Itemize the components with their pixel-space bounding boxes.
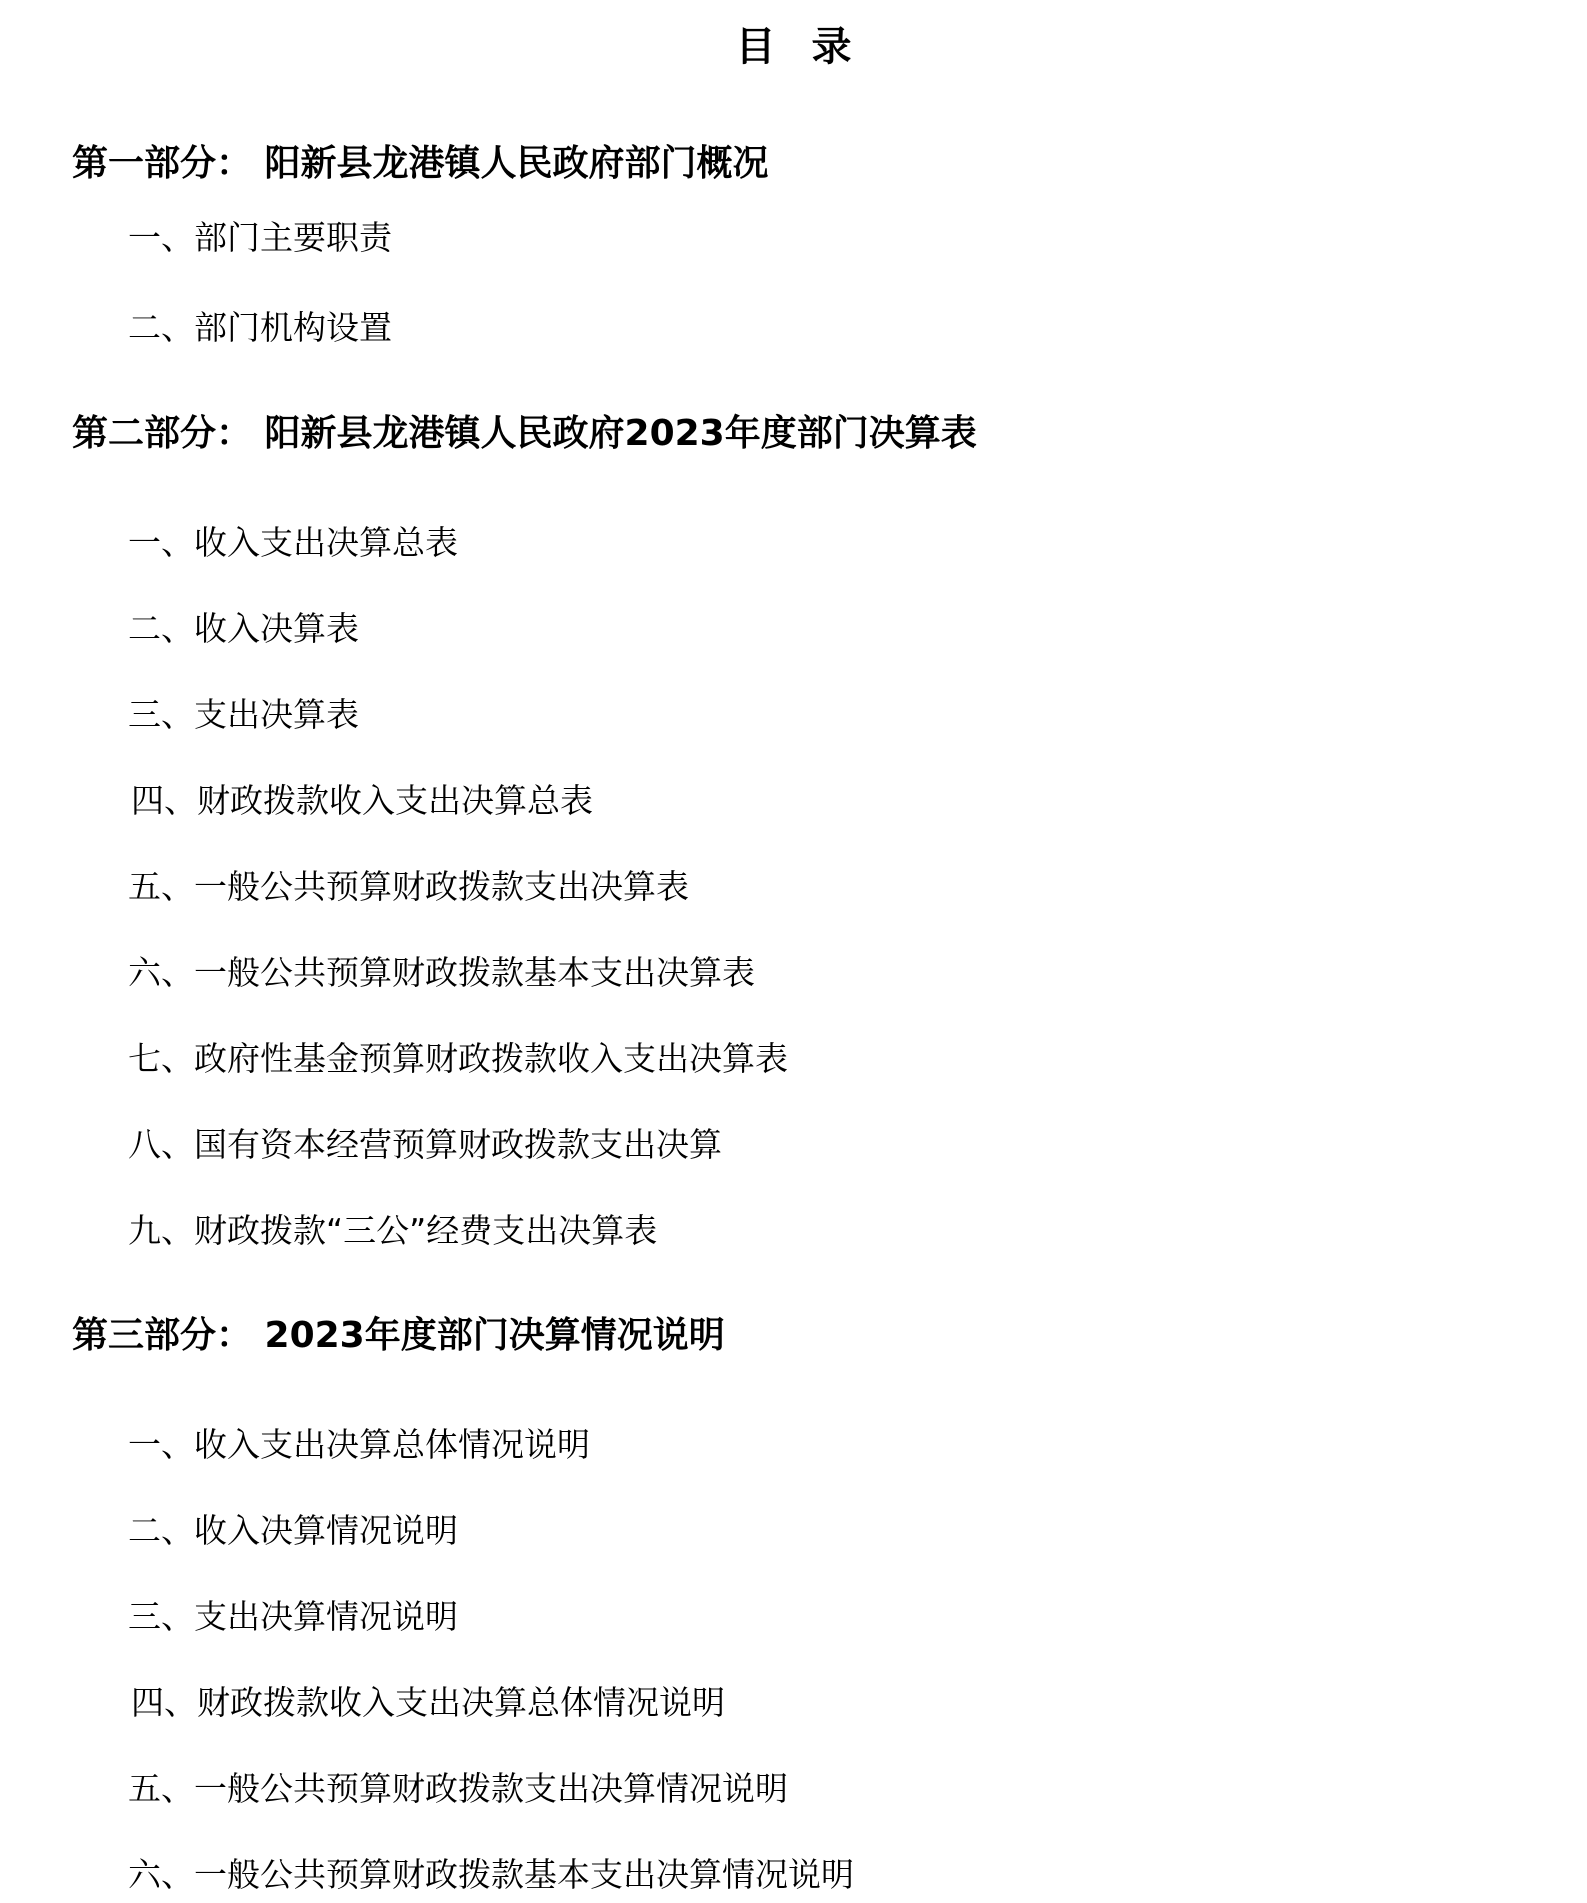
page-title: 目录 <box>735 24 888 70</box>
toc-item: 二、收入决算情况说明 <box>128 1511 458 1550</box>
toc-item: 七、政府性基金预算财政拨款收入支出决算表 <box>128 1039 788 1078</box>
toc-item: 三、支出决算情况说明 <box>128 1597 458 1636</box>
toc-item: 六、一般公共预算财政拨款基本支出决算表 <box>128 953 755 992</box>
toc-item: 六、一般公共预算财政拨款基本支出决算情况说明 <box>128 1855 854 1894</box>
toc-item: 五、一般公共预算财政拨款支出决算情况说明 <box>128 1769 788 1808</box>
toc-item: 一、部门主要职责 <box>128 218 392 257</box>
toc-item: 二、部门机构设置 <box>128 308 392 347</box>
toc-item: 八、国有资本经营预算财政拨款支出决算 <box>128 1125 722 1164</box>
toc-item: 四、财政拨款收入支出决算总体情况说明 <box>131 1683 725 1722</box>
toc-item: 四、财政拨款收入支出决算总表 <box>131 781 593 820</box>
toc-item: 三、支出决算表 <box>128 695 359 734</box>
part-1-heading: 第一部分： 阳新县龙港镇人民政府部门概况 <box>72 143 769 184</box>
toc-item: 一、收入支出决算总表 <box>128 523 458 562</box>
toc-item: 九、财政拨款“三公”经费支出决算表 <box>128 1211 658 1250</box>
part-3-heading: 第三部分： 2023年度部门决算情况说明 <box>72 1315 725 1356</box>
part-2-heading: 第二部分： 阳新县龙港镇人民政府2023年度部门决算表 <box>72 413 977 454</box>
toc-item: 一、收入支出决算总体情况说明 <box>128 1425 590 1464</box>
toc-item: 五、一般公共预算财政拨款支出决算表 <box>128 867 689 906</box>
toc-item: 二、收入决算表 <box>128 609 359 648</box>
